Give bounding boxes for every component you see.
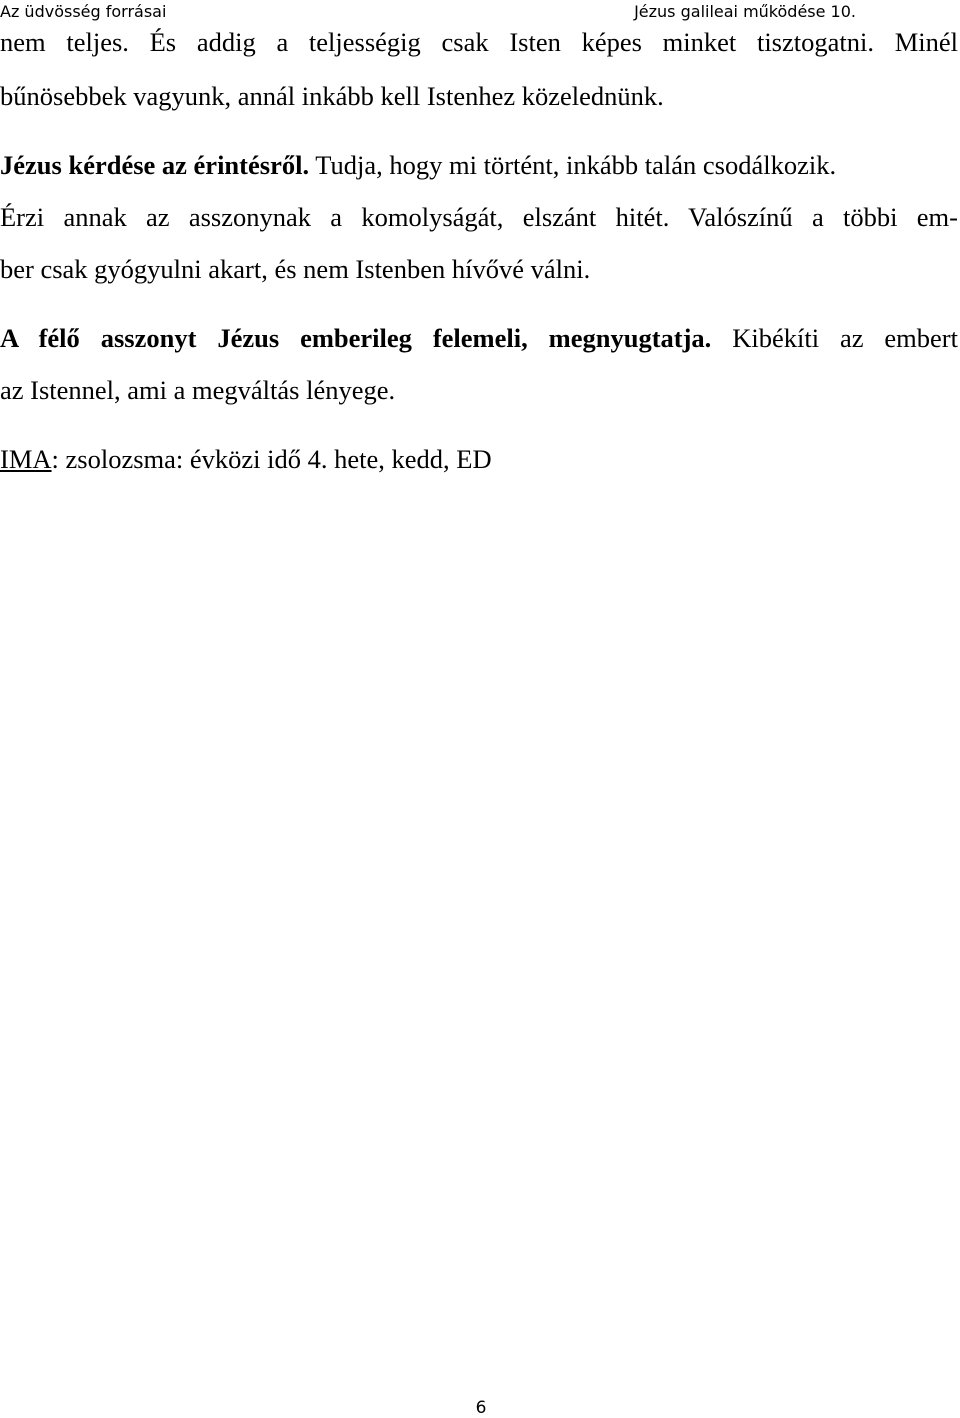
prayer-line	[0, 446, 492, 473]
prayer-label: IMA	[0, 444, 52, 474]
header-title: Az üdvösség forrásai	[0, 2, 167, 21]
paragraph-2-line-2: Érzi annak az asszonynak a komolyságát, elszánt hitét. Valószínű a többi em-	[0, 202, 958, 232]
paragraph-1-line-1: nem teljes. És addig a teljességig csak Isten képes minket tisztogatni. Minél	[0, 27, 958, 57]
prayer-text: : zsolozsma: évközi idő 4. hete, kedd, ED	[51, 444, 492, 474]
header-chapter: Jézus galileai működése 10.	[634, 2, 856, 21]
paragraph-2-line-3: ber csak gyógyulni akart, és nem Istenben hívővé válni.	[0, 254, 591, 284]
page-footer	[0, 1398, 960, 1418]
paragraph-2-line-1	[0, 152, 836, 179]
page-header	[0, 0, 960, 24]
paragraph-3-line-1-rest: Kibékíti az embert	[711, 323, 958, 353]
paragraph-3-line-1	[0, 325, 958, 352]
page-number: 6	[475, 1398, 487, 1418]
paragraph-2-line-1-rest: Tudja, hogy mi történt, inkább talán csodálkozik.	[309, 150, 837, 180]
paragraph-3-bold-lead: A félő asszonyt Jézus emberileg felemeli, megnyugtatja.	[0, 323, 712, 353]
paragraph-2-bold-lead: Jézus kérdése az érintésről.	[0, 150, 310, 180]
paragraph-1-line-2: bűnösebbek vagyunk, annál inkább kell Istenhez közelednünk.	[0, 81, 664, 111]
paragraph-3-line-2: az Istennel, ami a megváltás lényege.	[0, 375, 396, 405]
